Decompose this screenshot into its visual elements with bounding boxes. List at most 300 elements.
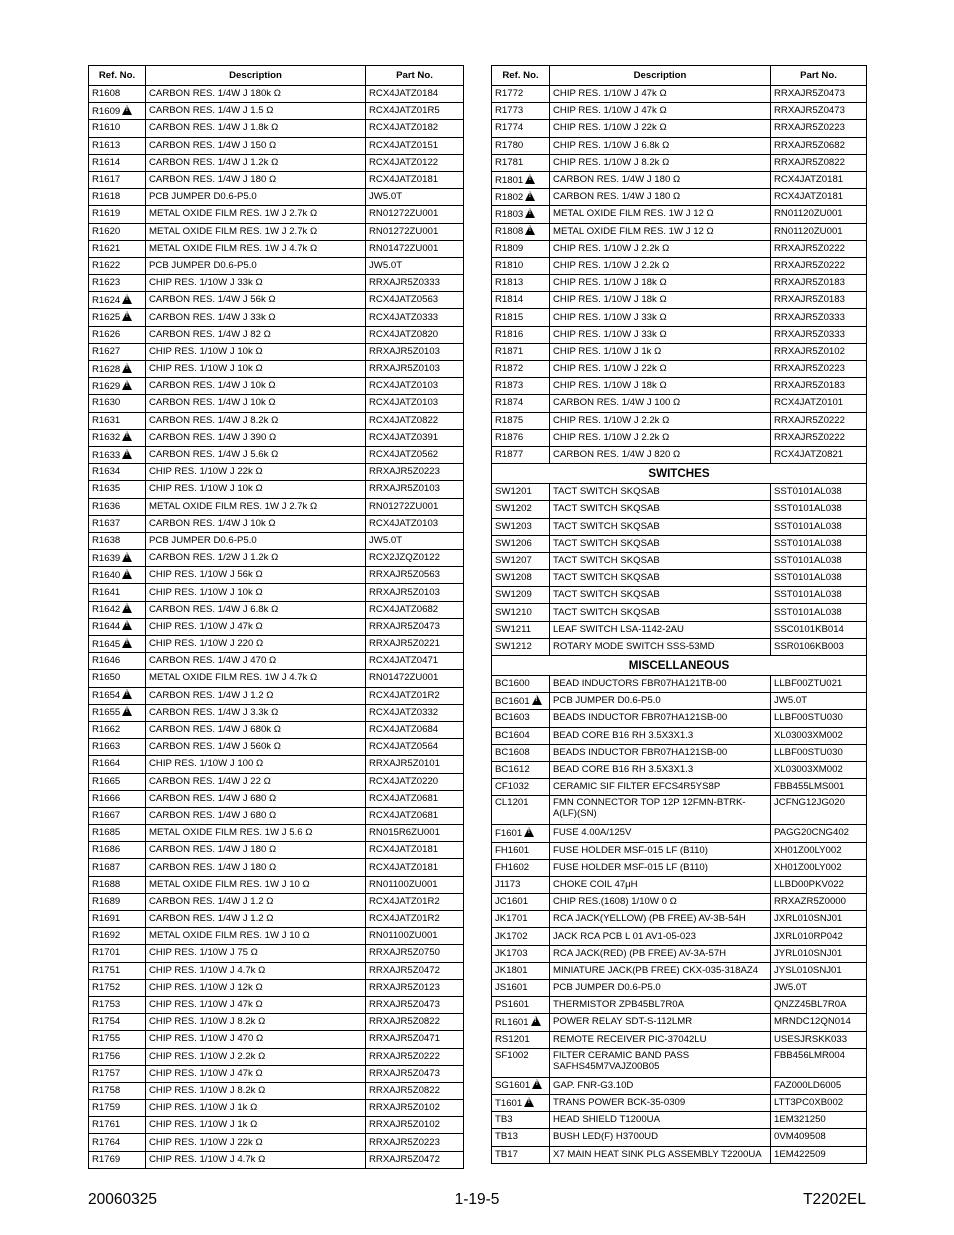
ref-cell xyxy=(492,501,550,518)
table-row xyxy=(89,1151,464,1168)
ref-number: BC1600 xyxy=(495,678,530,690)
description-cell: CHOKE COIL 47μH xyxy=(550,876,771,893)
ref-cell xyxy=(89,721,146,738)
ref-cell xyxy=(492,962,550,979)
safety-warning-icon xyxy=(122,105,132,115)
ref-cell xyxy=(89,171,146,188)
table-row xyxy=(89,86,464,103)
safety-warning-icon xyxy=(525,208,535,218)
ref-number: R1655 xyxy=(92,707,121,719)
ref-cell xyxy=(492,1014,550,1031)
ref-number: JK1702 xyxy=(495,930,528,942)
ref-cell xyxy=(89,618,146,635)
ref-cell xyxy=(89,996,146,1013)
ref-number: SW1202 xyxy=(495,503,532,515)
part-number-cell: RCX4JATZ0681 xyxy=(366,790,464,807)
ref-cell xyxy=(89,893,146,910)
table-row xyxy=(89,223,464,240)
part-number-cell: SSC0101KB014 xyxy=(771,621,867,638)
description-cell: CARBON RES. 1/4W J 680 Ω xyxy=(146,790,366,807)
safety-warning-icon xyxy=(122,569,132,579)
table-row xyxy=(492,1077,867,1094)
part-number-cell: RRXAJR5Z0472 xyxy=(366,1151,464,1168)
part-number-cell: RRXAJR5Z0223 xyxy=(366,1134,464,1151)
ref-number: R1754 xyxy=(92,1016,121,1028)
part-number-cell: RRXAJR5Z0822 xyxy=(771,154,867,171)
table-row xyxy=(492,876,867,893)
ref-number: R1632 xyxy=(92,432,121,444)
ref-cell xyxy=(492,552,550,569)
description-cell: CARBON RES. 1/4W J 5.6k Ω xyxy=(146,446,366,463)
ref-cell xyxy=(89,532,146,549)
description-cell: CHIP RES. 1/10W J 33k Ω xyxy=(146,275,366,292)
ref-cell xyxy=(89,1082,146,1099)
ref-number: R1687 xyxy=(92,861,121,873)
description-cell: CHIP RES. 1/10W J 1k Ω xyxy=(146,1117,366,1134)
description-cell: METAL OXIDE FILM RES. 1W J 10 Ω xyxy=(146,928,366,945)
table-row xyxy=(492,154,867,171)
ref-number: R1633 xyxy=(92,449,121,461)
ref-number: R1751 xyxy=(92,964,121,976)
part-number-cell: RCX4JATZ0681 xyxy=(366,807,464,824)
ref-number: R1774 xyxy=(495,122,524,134)
table-row xyxy=(89,292,464,309)
description-cell: ROTARY MODE SWITCH SSS-53MD xyxy=(550,638,771,655)
ref-number: R1809 xyxy=(495,242,524,254)
description-cell: RCA JACK(RED) (PB FREE) AV-3A-57H xyxy=(550,945,771,962)
table-row xyxy=(89,670,464,687)
description-cell: CHIP RES. 1/10W J 12k Ω xyxy=(146,979,366,996)
description-cell: CARBON RES. 1/4W J 820 Ω xyxy=(550,446,771,463)
ref-cell xyxy=(89,1014,146,1031)
ref-number: R1623 xyxy=(92,277,121,289)
description-cell: METAL OXIDE FILM RES. 1W J 12 Ω xyxy=(550,223,771,240)
part-number-cell: XL03003XM002 xyxy=(771,727,867,744)
table-row xyxy=(89,842,464,859)
ref-number: SW1201 xyxy=(495,486,532,498)
table-row xyxy=(492,962,867,979)
table-row xyxy=(89,1031,464,1048)
part-number-cell: RRXAJR5Z0473 xyxy=(366,618,464,635)
description-cell: GAP. FNR-G3.10D xyxy=(550,1077,771,1094)
ref-cell xyxy=(492,570,550,587)
table-row xyxy=(492,1031,867,1048)
table-row xyxy=(89,395,464,412)
safety-warning-icon xyxy=(122,638,132,648)
part-number-cell: RCX4JATZ0101 xyxy=(771,395,867,412)
ref-number: R1875 xyxy=(495,414,524,426)
table-row xyxy=(492,1014,867,1031)
part-number-cell: JCFNG12JG020 xyxy=(771,796,867,825)
ref-number: R1758 xyxy=(92,1084,121,1096)
table-row xyxy=(492,911,867,928)
part-number-cell: RCX4JATZ0820 xyxy=(366,326,464,343)
safety-warning-icon xyxy=(122,380,132,390)
ref-number: R1614 xyxy=(92,156,121,168)
description-cell: JACK RCA PCB L 01 AV1-05-023 xyxy=(550,928,771,945)
ref-number: R1666 xyxy=(92,792,121,804)
part-number-cell: RN01472ZU001 xyxy=(366,670,464,687)
ref-cell xyxy=(89,756,146,773)
part-number-cell: SST0101AL038 xyxy=(771,484,867,501)
part-number-cell: RRXAJR5Z0222 xyxy=(771,412,867,429)
ref-cell xyxy=(89,773,146,790)
table-row xyxy=(492,744,867,761)
table-row xyxy=(89,446,464,463)
description-cell: CARBON RES. 1/4W J 180 Ω xyxy=(550,189,771,206)
table-row xyxy=(492,1094,867,1111)
ref-number: R1609 xyxy=(92,105,121,117)
table-row xyxy=(89,739,464,756)
part-number-cell: JW5.0T xyxy=(771,980,867,997)
table-row xyxy=(89,481,464,498)
part-number-cell: 0VM409508 xyxy=(771,1129,867,1146)
ref-number: SW1206 xyxy=(495,537,532,549)
ref-cell xyxy=(492,1077,550,1094)
part-number-cell: RCX4JATZ0181 xyxy=(771,171,867,188)
table-row xyxy=(492,171,867,188)
description-cell: CARBON RES. 1/4W J 10k Ω xyxy=(146,378,366,395)
ref-number: CL1201 xyxy=(495,797,529,809)
ref-cell xyxy=(492,326,550,343)
part-number-cell: RRXAJR5Z0123 xyxy=(366,979,464,996)
part-number-cell: RRXAZR5Z0000 xyxy=(771,894,867,911)
ref-cell xyxy=(492,154,550,171)
table-row xyxy=(89,550,464,567)
ref-number: CF1032 xyxy=(495,781,530,793)
table-row xyxy=(89,412,464,429)
table-row xyxy=(89,928,464,945)
description-cell: CHIP RES. 1/10W J 2.2k Ω xyxy=(550,240,771,257)
part-number-cell: RCX4JATZ0220 xyxy=(366,773,464,790)
description-cell: CHIP RES. 1/10W J 47k Ω xyxy=(146,618,366,635)
ref-number: R1876 xyxy=(495,431,524,443)
description-cell: METAL OXIDE FILM RES. 1W J 10 Ω xyxy=(146,876,366,893)
part-number-cell: LLBF00STU030 xyxy=(771,744,867,761)
footer-model: T2202EL xyxy=(803,1191,866,1208)
table-row xyxy=(89,756,464,773)
safety-warning-icon xyxy=(524,827,534,837)
ref-cell xyxy=(492,744,550,761)
ref-cell xyxy=(89,309,146,326)
part-number-cell: RRXAJR5Z0473 xyxy=(771,103,867,120)
table-row xyxy=(89,825,464,842)
part-number-cell: RCX4JATZ0182 xyxy=(366,120,464,137)
ref-number: R1644 xyxy=(92,621,121,633)
part-number-cell: USESJRSKK033 xyxy=(771,1031,867,1048)
part-number-cell: 1EM321250 xyxy=(771,1112,867,1129)
table-row xyxy=(492,103,867,120)
ref-cell xyxy=(492,779,550,796)
part-number-cell: RN01100ZU001 xyxy=(366,928,464,945)
table-row xyxy=(89,257,464,274)
description-cell: CARBON RES. 1/4W J 180 Ω xyxy=(146,859,366,876)
description-cell: FMN CONNECTOR TOP 12P 12FMN-BTRK-A(LF)(SN) xyxy=(550,796,771,825)
ref-cell xyxy=(89,1134,146,1151)
table-row xyxy=(492,779,867,796)
table-row xyxy=(492,604,867,621)
description-cell: TACT SWITCH SKQSAB xyxy=(550,484,771,501)
ref-number: R1619 xyxy=(92,208,121,220)
section-title: MISCELLANEOUS xyxy=(492,656,867,676)
ref-number: R1871 xyxy=(495,345,524,357)
ref-number: R1769 xyxy=(92,1153,121,1165)
part-number-cell: RCX4JATZ0471 xyxy=(366,653,464,670)
table-row xyxy=(492,928,867,945)
part-number-cell: JW5.0T xyxy=(366,532,464,549)
safety-warning-icon xyxy=(122,706,132,716)
part-number-cell: JW5.0T xyxy=(771,693,867,710)
description-cell: CHIP RES. 1/10W J 1k Ω xyxy=(550,343,771,360)
ref-cell xyxy=(89,343,146,360)
description-cell: CARBON RES. 1/4W J 22 Ω xyxy=(146,773,366,790)
part-number-cell: RRXAJR5Z0223 xyxy=(366,464,464,481)
ref-number: R1814 xyxy=(495,294,524,306)
ref-number: R1757 xyxy=(92,1067,121,1079)
table-row xyxy=(89,275,464,292)
ref-cell xyxy=(492,604,550,621)
ref-cell xyxy=(89,962,146,979)
table-row xyxy=(89,979,464,996)
table-row xyxy=(492,894,867,911)
description-cell: METAL OXIDE FILM RES. 1W J 4.7k Ω xyxy=(146,670,366,687)
part-number-cell: LLBF00STU030 xyxy=(771,710,867,727)
description-cell: TACT SWITCH SKQSAB xyxy=(550,518,771,535)
table-row xyxy=(89,206,464,223)
description-cell: CHIP RES. 1/10W J 220 Ω xyxy=(146,636,366,653)
ref-cell xyxy=(89,859,146,876)
ref-number: BC1612 xyxy=(495,764,530,776)
safety-warning-icon xyxy=(122,449,132,459)
ref-cell xyxy=(89,1048,146,1065)
part-number-cell: RRXAJR5Z0563 xyxy=(366,567,464,584)
ref-number: SF1002 xyxy=(495,1049,529,1061)
table-row xyxy=(89,687,464,704)
ref-cell xyxy=(492,727,550,744)
part-number-cell: LTT3PC0XB002 xyxy=(771,1094,867,1111)
ref-number: F1601 xyxy=(495,827,523,839)
description-cell: CARBON RES. 1/4W J 680k Ω xyxy=(146,721,366,738)
header-description: Description xyxy=(550,66,771,86)
description-cell: CARBON RES. 1/4W J 56k Ω xyxy=(146,292,366,309)
table-row xyxy=(492,997,867,1014)
ref-cell xyxy=(89,807,146,824)
table-row xyxy=(89,859,464,876)
description-cell: PCB JUMPER D0.6-P5.0 xyxy=(146,532,366,549)
ref-cell xyxy=(89,223,146,240)
ref-number: FH1602 xyxy=(495,861,530,873)
ref-cell xyxy=(492,395,550,412)
ref-number: JK1701 xyxy=(495,913,528,925)
footer-date: 20060325 xyxy=(88,1191,157,1208)
description-cell: CARBON RES. 1/4W J 470 Ω xyxy=(146,653,366,670)
description-cell: TACT SWITCH SKQSAB xyxy=(550,587,771,604)
table-row xyxy=(89,876,464,893)
ref-cell xyxy=(492,1129,550,1146)
ref-number: JK1703 xyxy=(495,947,528,959)
ref-cell xyxy=(492,412,550,429)
part-number-cell: RRXAJR5Z0822 xyxy=(366,1014,464,1031)
ref-number: R1665 xyxy=(92,775,121,787)
table-row xyxy=(492,727,867,744)
description-cell: CARBON RES. 1/4W J 1.5 Ω xyxy=(146,103,366,120)
ref-cell xyxy=(89,154,146,171)
description-cell: CARBON RES. 1/4W J 1.2 Ω xyxy=(146,911,366,928)
part-number-cell: RCX4JATZ0103 xyxy=(366,378,464,395)
ref-cell xyxy=(492,535,550,552)
ref-number: SG1601 xyxy=(495,1080,531,1092)
ref-cell xyxy=(89,584,146,601)
description-cell: CHIP RES. 1/10W J 2.2k Ω xyxy=(146,1048,366,1065)
ref-number: R1618 xyxy=(92,191,121,203)
table-row xyxy=(492,120,867,137)
description-cell: CARBON RES. 1/4W J 560k Ω xyxy=(146,739,366,756)
description-cell: CHIP RES. 1/10W J 100 Ω xyxy=(146,756,366,773)
table-row xyxy=(89,653,464,670)
ref-cell xyxy=(89,137,146,154)
ref-cell xyxy=(89,670,146,687)
table-row xyxy=(89,154,464,171)
table-row xyxy=(492,535,867,552)
table-row xyxy=(492,395,867,412)
header-part-no: Part No. xyxy=(771,66,867,86)
ref-cell xyxy=(89,825,146,842)
description-cell: METAL OXIDE FILM RES. 1W J 2.7k Ω xyxy=(146,498,366,515)
ref-number: RS1201 xyxy=(495,1033,530,1045)
ref-number: R1621 xyxy=(92,242,121,254)
part-number-cell: SST0101AL038 xyxy=(771,501,867,518)
part-number-cell: RN01120ZU001 xyxy=(771,223,867,240)
table-row xyxy=(492,676,867,693)
ref-number: TB17 xyxy=(495,1148,518,1160)
ref-number: R1663 xyxy=(92,741,121,753)
ref-cell xyxy=(89,257,146,274)
description-cell: RCA JACK(YELLOW) (PB FREE) AV-3B-54H xyxy=(550,911,771,928)
table-row xyxy=(492,361,867,378)
table-row xyxy=(89,567,464,584)
description-cell: CHIP RES. 1/10W J 22k Ω xyxy=(550,120,771,137)
description-cell: BEADS INDUCTOR FBR07HA121SB-00 xyxy=(550,744,771,761)
description-cell: METAL OXIDE FILM RES. 1W J 5.6 Ω xyxy=(146,825,366,842)
description-cell: CHIP RES. 1/10W J 8.2k Ω xyxy=(146,1014,366,1031)
table-row xyxy=(492,240,867,257)
ref-number: T1601 xyxy=(495,1097,523,1109)
description-cell: CARBON RES. 1/2W J 1.2k Ω xyxy=(146,550,366,567)
ref-cell xyxy=(89,1100,146,1117)
table-row xyxy=(89,103,464,120)
part-number-cell: RN01120ZU001 xyxy=(771,206,867,223)
description-cell: BEADS INDUCTOR FBR07HA121SB-00 xyxy=(550,710,771,727)
part-number-cell: RRXAJR5Z0223 xyxy=(771,361,867,378)
description-cell: FUSE HOLDER MSF-015 LF (B110) xyxy=(550,842,771,859)
ref-number: SW1209 xyxy=(495,589,532,601)
ref-number: R1773 xyxy=(495,105,524,117)
part-number-cell: RRXAJR5Z0222 xyxy=(771,429,867,446)
description-cell: CHIP RES. 1/10W J 10k Ω xyxy=(146,343,366,360)
description-cell: CHIP RES. 1/10W J 33k Ω xyxy=(550,326,771,343)
ref-number: SW1203 xyxy=(495,520,532,532)
ref-number: R1688 xyxy=(92,878,121,890)
table-row xyxy=(89,498,464,515)
part-number-cell: RN01272ZU001 xyxy=(366,498,464,515)
part-number-cell: RRXAJR5Z0102 xyxy=(366,1117,464,1134)
ref-cell xyxy=(492,484,550,501)
ref-cell xyxy=(492,257,550,274)
description-cell: THERMISTOR ZPB45BL7R0A xyxy=(550,997,771,1014)
ref-number: R1617 xyxy=(92,174,121,186)
part-number-cell: JW5.0T xyxy=(366,257,464,274)
ref-cell xyxy=(492,621,550,638)
parts-table-left xyxy=(88,65,464,1169)
table-row xyxy=(492,309,867,326)
table-row xyxy=(89,1065,464,1082)
table-row xyxy=(492,292,867,309)
ref-cell xyxy=(492,945,550,962)
part-number-cell: SSR0106KB003 xyxy=(771,638,867,655)
ref-cell xyxy=(492,1146,550,1163)
part-number-cell: SST0101AL038 xyxy=(771,604,867,621)
part-number-cell: RRXAJR5Z0333 xyxy=(771,309,867,326)
parts-table-right xyxy=(491,65,867,1164)
description-cell: CHIP RES. 1/10W J 470 Ω xyxy=(146,1031,366,1048)
table-row xyxy=(492,842,867,859)
part-number-cell: RRXAJR5Z0750 xyxy=(366,945,464,962)
part-number-cell: RRXAJR5Z0333 xyxy=(366,275,464,292)
section-header-row xyxy=(492,656,867,676)
table-row xyxy=(89,704,464,721)
ref-number: R1610 xyxy=(92,122,121,134)
table-row xyxy=(89,240,464,257)
table-row xyxy=(492,1146,867,1163)
ref-cell xyxy=(89,1065,146,1082)
description-cell: CHIP RES. 1/10W J 8.2k Ω xyxy=(146,1082,366,1099)
part-number-cell: MRNDC12QN014 xyxy=(771,1014,867,1031)
description-cell: FUSE HOLDER MSF-015 LF (B110) xyxy=(550,859,771,876)
ref-number: R1635 xyxy=(92,483,121,495)
description-cell: CHIP RES. 1/10W J 75 Ω xyxy=(146,945,366,962)
ref-number: R1780 xyxy=(495,139,524,151)
ref-number: JS1601 xyxy=(495,982,528,994)
ref-number: SW1207 xyxy=(495,554,532,566)
ref-number: R1764 xyxy=(92,1136,121,1148)
description-cell: CHIP RES.(1608) 1/10W 0 Ω xyxy=(550,894,771,911)
ref-number: PS1601 xyxy=(495,999,530,1011)
ref-number: R1667 xyxy=(92,809,121,821)
table-row xyxy=(492,587,867,604)
ref-cell xyxy=(492,676,550,693)
safety-warning-icon xyxy=(122,311,132,321)
table-row xyxy=(492,796,867,825)
ref-number: R1759 xyxy=(92,1102,121,1114)
table-row xyxy=(89,1100,464,1117)
part-number-cell: RRXAJR5Z0222 xyxy=(771,240,867,257)
ref-number: R1803 xyxy=(495,208,524,220)
ref-cell xyxy=(492,446,550,463)
description-cell: PCB JUMPER D0.6-P5.0 xyxy=(146,257,366,274)
part-number-cell: RRXAJR5Z0471 xyxy=(366,1031,464,1048)
ref-number: R1802 xyxy=(495,191,524,203)
description-cell: LEAF SWITCH LSA-1142-2AU xyxy=(550,621,771,638)
part-number-cell: RRXAJR5Z0473 xyxy=(771,86,867,103)
description-cell: HEAD SHIELD T1200UA xyxy=(550,1112,771,1129)
ref-cell xyxy=(89,429,146,446)
ref-number: SW1212 xyxy=(495,640,532,652)
description-cell: CARBON RES. 1/4W J 1.8k Ω xyxy=(146,120,366,137)
part-number-cell: SST0101AL038 xyxy=(771,535,867,552)
ref-cell xyxy=(89,1151,146,1168)
ref-cell xyxy=(89,120,146,137)
description-cell: CHIP RES. 1/10W J 56k Ω xyxy=(146,567,366,584)
